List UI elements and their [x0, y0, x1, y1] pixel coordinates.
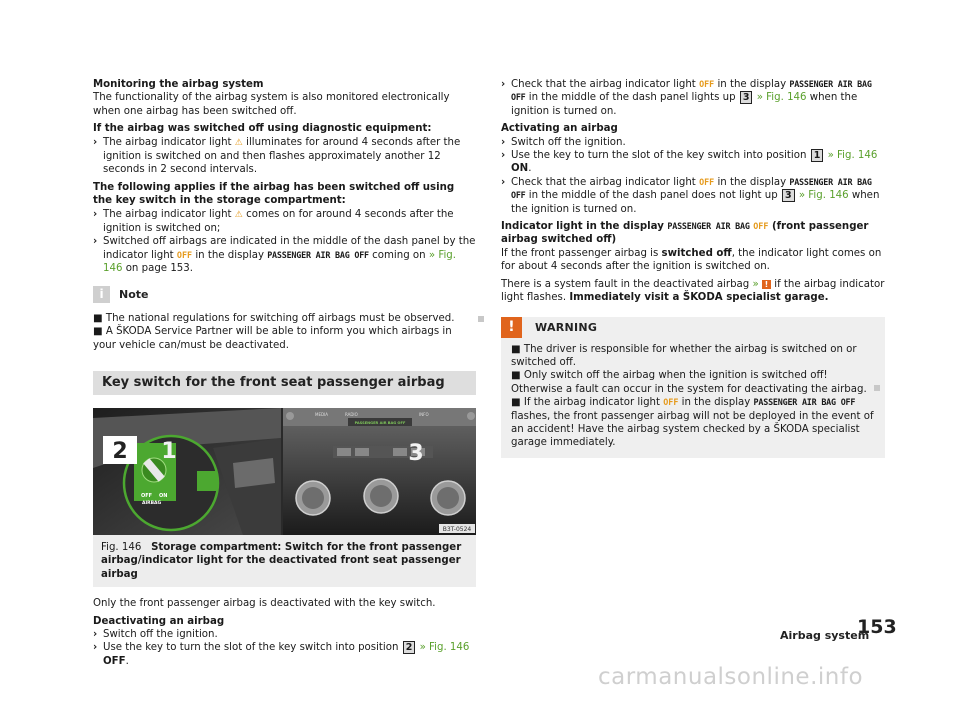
switch-on-label: ON	[159, 492, 168, 499]
note-title: Note	[119, 287, 149, 301]
list-item: › Switch off the ignition.	[93, 628, 218, 640]
list-item: › Use the key to turn the slot of the key switch into position 1 » Fig. 146 ON.	[501, 150, 878, 175]
warning-mini-icon: !	[762, 280, 771, 289]
arrow-icon: ›	[501, 176, 506, 188]
list-item: › Switch off the ignition.	[501, 136, 626, 148]
warning-link[interactable]: »	[752, 278, 759, 290]
arrow-icon: ›	[93, 236, 98, 248]
keyswitch-title: The following applies if the airbag has been switched off using the key switch in the storage compartment:	[93, 181, 455, 207]
note-item: ■ A ŠKODA Service Partner will be able to inform you which airbags in your vehicle can/must be deactivated.	[93, 326, 452, 351]
display-text: PASSENGER AIR BAG	[667, 221, 750, 232]
right-column	[501, 78, 885, 458]
figure-caption	[93, 535, 476, 587]
off-indicator: OFF	[753, 221, 769, 232]
position-key: 3	[782, 189, 795, 202]
page-number: 153	[857, 616, 897, 638]
watermark: carmanualsonline.info	[598, 664, 864, 690]
warning-title: WARNING	[535, 320, 598, 334]
note-header	[93, 286, 476, 304]
footer-section: Airbag system	[780, 629, 870, 642]
fault-text: There is a system fault in the deactivated airbag » ! if the airbag indicator light flashes. Immediately visit a ŠKODA specialist garage.	[501, 278, 885, 304]
diag-title: If the airbag was switched off using diagnostic equipment:	[93, 123, 432, 135]
fig-link[interactable]: » Fig. 146	[419, 642, 470, 654]
monitoring-text: The functionality of the airbag system is also monitored electronically when one airbag has been switched off.	[93, 92, 450, 117]
position-key: 1	[811, 149, 824, 162]
figure-label-3: 3	[408, 440, 424, 466]
end-marker	[874, 385, 880, 391]
warning-box	[501, 317, 885, 458]
section-title: Key switch for the front seat passenger airbag	[93, 371, 476, 395]
caption-text: Storage compartment: Switch for the front passenger airbag/indicator light for the deactivated front seat passenger airbag	[101, 541, 462, 580]
airbag-lamp-icon: ⚠	[234, 209, 243, 220]
warning-item: ■ The driver is responsible for whether the airbag is switched on or switched off.	[511, 343, 857, 368]
end-marker	[478, 316, 484, 322]
arrow-icon: ›	[501, 150, 506, 162]
monitoring-title: Monitoring the airbag system	[93, 79, 264, 90]
info-icon: i	[93, 286, 110, 303]
fig-link[interactable]: » Fig. 146	[798, 190, 849, 202]
figure-label-2: 2	[112, 438, 128, 464]
warning-header	[508, 317, 875, 343]
list-item: › The airbag indicator light ⚠ illuminates for around 4 seconds after the ignition is switched on and then flashes approximately another 12 seconds in 2 second intervals.	[93, 136, 461, 176]
arrow-icon: ›	[93, 642, 98, 654]
display-text: PASSENGER AIR BAG OFF	[753, 397, 856, 408]
warning-item: ■ If the airbag indicator light OFF in the display PASSENGER AIR BAG OFF flashes, the front passenger airbag will not be deployed in the event of an accident! Have the airbag system checked by a ŠKODA specialist garage immediately.	[511, 397, 874, 449]
switch-off-label: OFF	[141, 492, 153, 499]
display-text: PASSENGER AIR BAG OFF	[267, 249, 369, 260]
position-key: 3	[740, 91, 753, 104]
indicator-title: Indicator light in the display PASSENGER AIR BAG OFF (front passenger airbag switched off)	[501, 221, 869, 246]
off-indicator: OFF	[699, 79, 715, 89]
switch-airbag-label: AIRBAG	[142, 500, 162, 506]
arrow-icon: ›	[93, 136, 98, 148]
display-text: PASSENGER AIR BAG OFF	[511, 176, 872, 201]
warning-icon: !	[501, 317, 522, 338]
warning-item: ■ Only switch off the airbag when the ignition is switched off! Otherwise a fault can occur in the system for deactivating the airbag.	[511, 370, 867, 395]
figure-number: Fig. 146	[101, 541, 142, 553]
fig-link[interactable]: » Fig. 146	[103, 249, 456, 275]
list-item: › Check that the airbag indicator light OFF in the display PASSENGER AIR BAG OFF in the middle of the dash panel lights up 3 » Fig. 146 when the ignition is turned on.	[501, 79, 872, 117]
activate-title: Activating an airbag	[501, 123, 618, 135]
fig-link[interactable]: » Fig. 146	[756, 92, 807, 104]
indicator-text: If the front passenger airbag is switched off, the indicator light comes on for about 4 seconds after the ignition is switched on.	[501, 247, 882, 273]
off-indicator: OFF	[699, 176, 715, 187]
radio-radio-label: RADIO	[345, 411, 358, 417]
off-indicator: OFF	[176, 249, 193, 260]
radio-media-label: MEDIA	[315, 411, 328, 417]
airbag-lamp-icon: ⚠	[234, 137, 243, 148]
arrow-icon: ›	[501, 136, 506, 148]
figure-146	[93, 408, 476, 535]
deactivate-title: Deactivating an airbag	[93, 615, 225, 627]
radio-info-label: INFO	[419, 411, 429, 417]
left-column	[93, 78, 476, 668]
arrow-icon: ›	[93, 628, 98, 640]
figure-illustration	[93, 408, 476, 535]
list-item: › Switched off airbags are indicated in the middle of the dash panel by the indicator light OFF in the display PASSENGER AIR BAG OFF coming on » Fig. 146 on page 153.	[93, 236, 476, 275]
figure-code: B3T-0524	[442, 525, 472, 533]
fig-link[interactable]: » Fig. 146	[827, 150, 878, 162]
figure-label-1: 1	[161, 438, 177, 464]
list-item: › The airbag indicator light ⚠ comes on for around 4 seconds after the ignition is switched on;	[93, 208, 454, 235]
note-item: ■ The national regulations for switching off airbags must be observed.	[93, 312, 455, 324]
display-text: PASSENGER AIR BAG OFF	[511, 79, 872, 103]
list-item: › Check that the airbag indicator light OFF in the display PASSENGER AIR BAG OFF in the middle of the dash panel does not light up 3 » Fig. 146 when the ignition is turned on.	[501, 176, 880, 215]
arrow-icon: ›	[93, 208, 98, 220]
arrow-icon: ›	[501, 79, 506, 90]
list-item: › Use the key to turn the slot of the key switch into position 2 » Fig. 146 OFF.	[93, 642, 470, 667]
off-indicator: OFF	[663, 397, 679, 408]
position-key: 2	[403, 641, 416, 654]
panel-passenger-airbag-off: PASSENGER AIR BAG OFF	[354, 420, 406, 425]
body-text: Only the front passenger airbag is deactivated with the key switch.	[93, 598, 436, 610]
